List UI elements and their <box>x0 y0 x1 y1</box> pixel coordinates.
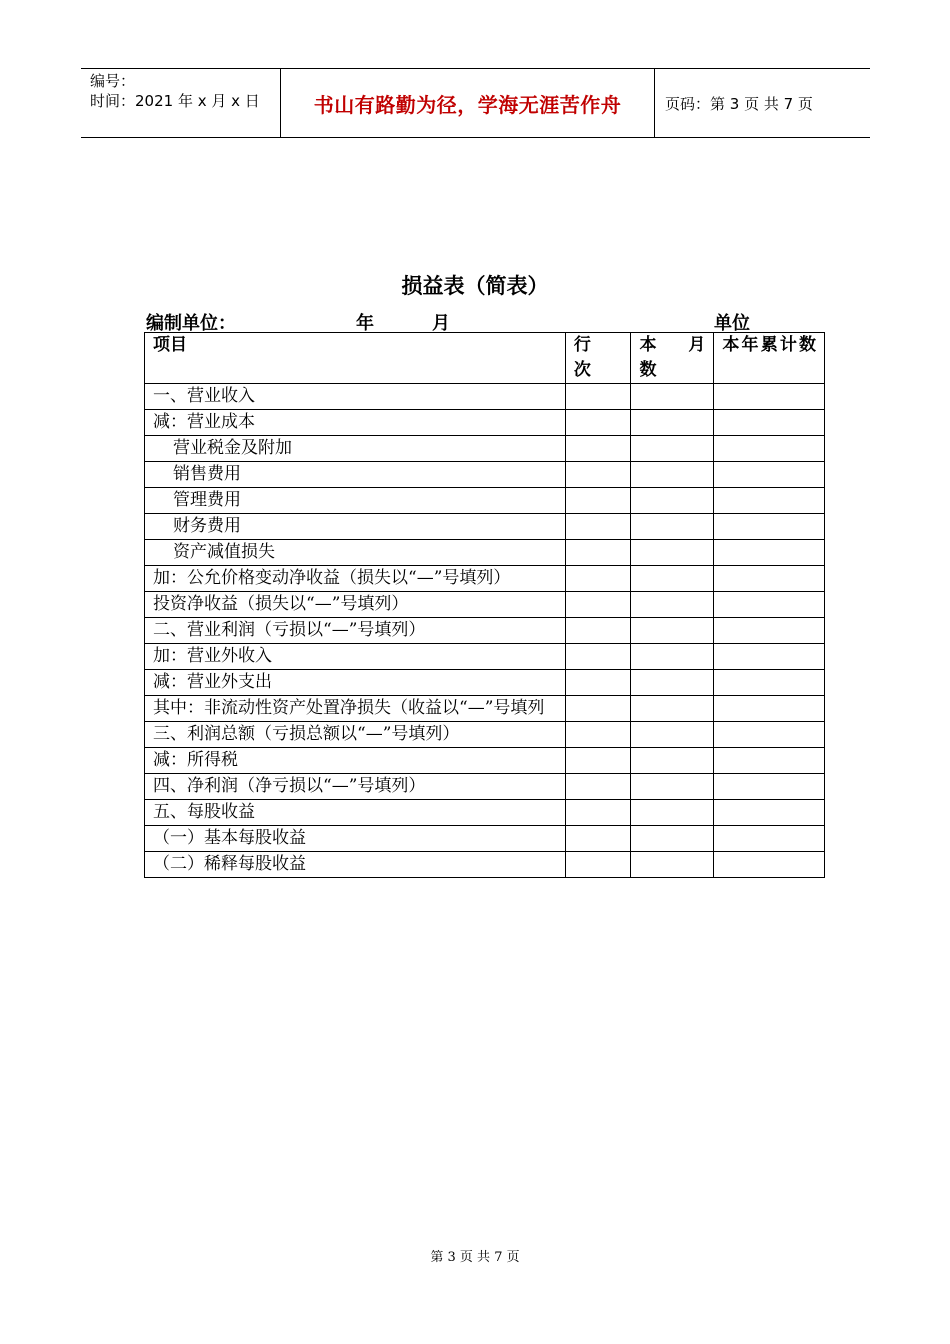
table-row <box>145 384 825 410</box>
empty-cell[interactable] <box>565 410 631 436</box>
table-row <box>145 852 825 878</box>
table-row <box>145 462 825 488</box>
header-motto: 书山有路勤为径，学海无涯苦作舟 <box>281 69 655 137</box>
header-page-label: 页码：第 3 页 共 7 页 <box>665 94 813 113</box>
row-label: 减：所得税 <box>145 748 566 774</box>
empty-cell[interactable] <box>714 462 825 488</box>
empty-cell[interactable] <box>565 670 631 696</box>
empty-cell[interactable] <box>631 436 714 462</box>
row-label: （一）基本每股收益 <box>145 826 566 852</box>
table-row <box>145 566 825 592</box>
empty-cell[interactable] <box>714 540 825 566</box>
empty-cell[interactable] <box>565 488 631 514</box>
row-label: 管理费用 <box>145 488 566 514</box>
table-row <box>145 488 825 514</box>
row-label: 三、利润总额（亏损总额以“—”号填列） <box>145 722 566 748</box>
empty-cell[interactable] <box>714 748 825 774</box>
empty-cell[interactable] <box>565 748 631 774</box>
empty-cell[interactable] <box>565 774 631 800</box>
header-this-month: 本 月数 <box>631 333 714 384</box>
empty-cell[interactable] <box>631 748 714 774</box>
month-label: 月 <box>432 313 450 334</box>
header-ytd: 本年累计数 <box>714 333 825 384</box>
page-header <box>81 68 870 138</box>
empty-cell[interactable] <box>631 566 714 592</box>
row-label: （二）稀释每股收益 <box>145 852 566 878</box>
empty-cell[interactable] <box>565 540 631 566</box>
table-body <box>145 384 825 878</box>
table-header-row <box>145 333 825 384</box>
row-label: 五、每股收益 <box>145 800 566 826</box>
empty-cell[interactable] <box>565 514 631 540</box>
row-label: 减：营业外支出 <box>145 670 566 696</box>
empty-cell[interactable] <box>714 852 825 878</box>
empty-cell[interactable] <box>631 514 714 540</box>
empty-cell[interactable] <box>565 852 631 878</box>
empty-cell[interactable] <box>714 774 825 800</box>
empty-cell[interactable] <box>714 488 825 514</box>
empty-cell[interactable] <box>631 540 714 566</box>
empty-cell[interactable] <box>714 670 825 696</box>
empty-cell[interactable] <box>714 592 825 618</box>
empty-cell[interactable] <box>631 852 714 878</box>
row-label: 投资净收益（损失以“—”号填列） <box>145 592 566 618</box>
document-title: 损益表（简表） <box>401 274 549 298</box>
empty-cell[interactable] <box>565 462 631 488</box>
row-label: 加：营业外收入 <box>145 644 566 670</box>
row-label: 销售费用 <box>145 462 566 488</box>
empty-cell[interactable] <box>714 436 825 462</box>
header-item: 项目 <box>145 333 566 384</box>
empty-cell[interactable] <box>565 644 631 670</box>
row-label: 减：营业成本 <box>145 410 566 436</box>
empty-cell[interactable] <box>565 800 631 826</box>
time-label: 时间：2021 年 x 月 x 日 <box>90 92 260 110</box>
empty-cell[interactable] <box>631 384 714 410</box>
table-row <box>145 826 825 852</box>
unit-label: 编制单位： <box>146 313 236 334</box>
empty-cell[interactable] <box>631 696 714 722</box>
empty-cell[interactable] <box>565 722 631 748</box>
header-line-no: 行次 <box>565 333 631 384</box>
table-row <box>145 748 825 774</box>
empty-cell[interactable] <box>714 384 825 410</box>
empty-cell[interactable] <box>631 722 714 748</box>
empty-cell[interactable] <box>631 774 714 800</box>
empty-cell[interactable] <box>714 566 825 592</box>
income-statement-table <box>144 332 825 878</box>
empty-cell[interactable] <box>714 800 825 826</box>
row-label: 二、营业利润（亏损以“—”号填列） <box>145 618 566 644</box>
page-footer: 第 3 页 共 7 页 <box>430 1250 520 1265</box>
empty-cell[interactable] <box>714 618 825 644</box>
row-label: 一、营业收入 <box>145 384 566 410</box>
empty-cell[interactable] <box>714 722 825 748</box>
empty-cell[interactable] <box>631 644 714 670</box>
empty-cell[interactable] <box>631 800 714 826</box>
table-row <box>145 800 825 826</box>
table-row <box>145 436 825 462</box>
empty-cell[interactable] <box>631 462 714 488</box>
row-label: 资产减值损失 <box>145 540 566 566</box>
empty-cell[interactable] <box>631 410 714 436</box>
empty-cell[interactable] <box>565 566 631 592</box>
row-label: 营业税金及附加 <box>145 436 566 462</box>
number-label: 编号： <box>90 72 136 90</box>
table-row <box>145 592 825 618</box>
row-label: 财务费用 <box>145 514 566 540</box>
row-label: 其中：非流动性资产处置净损失（收益以“—”号填列 <box>145 696 566 722</box>
row-label: 四、净利润（净亏损以“—”号填列） <box>145 774 566 800</box>
empty-cell[interactable] <box>714 410 825 436</box>
year-label: 年 <box>356 313 374 334</box>
table-row <box>145 774 825 800</box>
row-label: 加：公允价格变动净收益（损失以“—”号填列） <box>145 566 566 592</box>
table-row <box>145 722 825 748</box>
unit-right-label: 单位 <box>714 313 750 334</box>
empty-cell[interactable] <box>631 488 714 514</box>
empty-cell[interactable] <box>714 826 825 852</box>
table-row <box>145 618 825 644</box>
empty-cell[interactable] <box>714 644 825 670</box>
empty-cell[interactable] <box>565 592 631 618</box>
empty-cell[interactable] <box>565 436 631 462</box>
empty-cell[interactable] <box>714 696 825 722</box>
empty-cell[interactable] <box>631 670 714 696</box>
empty-cell[interactable] <box>565 618 631 644</box>
header-meta <box>81 69 281 137</box>
meta-row <box>146 309 826 333</box>
table-row <box>145 696 825 722</box>
table-row <box>145 540 825 566</box>
empty-cell[interactable] <box>565 696 631 722</box>
table-row <box>145 410 825 436</box>
empty-cell[interactable] <box>565 384 631 410</box>
table-row <box>145 670 825 696</box>
empty-cell[interactable] <box>714 514 825 540</box>
empty-cell[interactable] <box>631 826 714 852</box>
empty-cell[interactable] <box>631 618 714 644</box>
table-row <box>145 514 825 540</box>
empty-cell[interactable] <box>565 826 631 852</box>
empty-cell[interactable] <box>631 592 714 618</box>
table-row <box>145 644 825 670</box>
